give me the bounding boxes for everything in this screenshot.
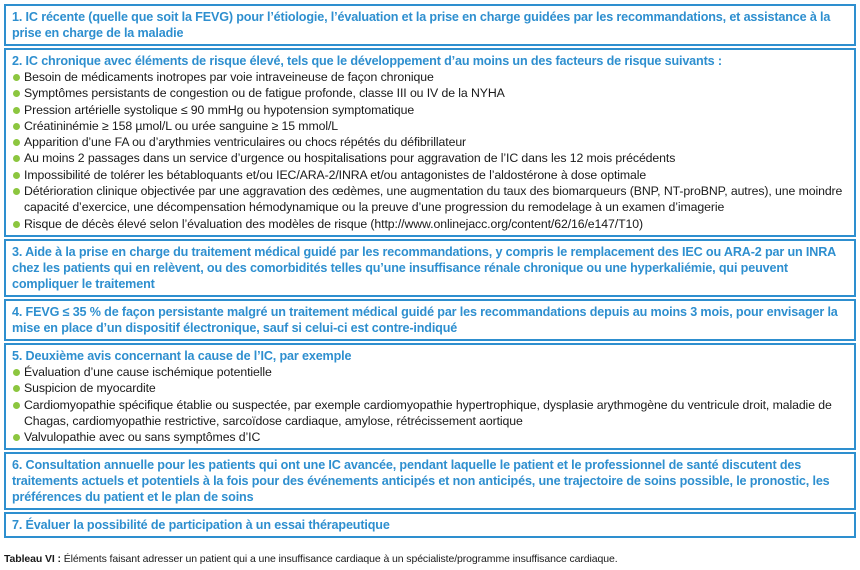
bullet-dot-icon — [13, 90, 20, 97]
bullet-dot-icon — [13, 385, 20, 392]
section-title: 1. IC récente (quelle que soit la FEVG) pour l’étiologie, l’évaluation et la prise en charge guidées par les recommandations, et assistance à la prise en charge de la maladie — [12, 10, 831, 40]
criteria-item — [12, 429, 848, 445]
criteria-item — [12, 118, 848, 134]
bullet-dot-icon — [13, 434, 20, 441]
criteria-item — [12, 150, 848, 166]
criteria-list — [12, 69, 848, 232]
criteria-item-text: Risque de décès élevé selon l’évaluation des modèles de risque (http://www.onlinejacc.org/content/62/16/e147/T10) — [24, 216, 643, 231]
bullet-dot-icon — [13, 139, 20, 146]
criteria-item-text: Apparition d’une FA ou d’arythmies ventriculaires ou chocs répétés du défibrillateur — [24, 135, 467, 150]
section-title: 6. Consultation annuelle pour les patients qui ont une IC avancée, pendant laquelle le patient et le professionnel de santé discutent des traitements actuels et potentiels à la fois pour des événements anticipés et non anticipés, une trajectoire de soins possible, le pronostic, les préférences du patient et le plan de soins — [12, 458, 830, 505]
criteria-section-6 — [4, 452, 856, 510]
criteria-item — [12, 183, 848, 216]
criteria-item — [12, 85, 848, 101]
criteria-item-text: Suspicion de myocardite — [24, 381, 156, 396]
criteria-section-7 — [4, 512, 856, 538]
criteria-item-text: Valvulopathie avec ou sans symptômes d’IC — [24, 430, 261, 445]
criteria-item — [12, 216, 848, 232]
bullet-dot-icon — [13, 402, 20, 409]
criteria-item-text: Au moins 2 passages dans un service d’urgence ou hospitalisations pour aggravation de l’IC dans les 12 mois précédents — [24, 151, 676, 166]
bullet-dot-icon — [13, 221, 20, 228]
criteria-item — [12, 397, 848, 430]
section-title: 7. Évaluer la possibilité de participation à un essai thérapeutique — [12, 518, 390, 533]
criteria-item — [12, 102, 848, 118]
criteria-section-5 — [4, 343, 856, 450]
bullet-dot-icon — [13, 172, 20, 179]
table-caption-label: Tableau VI : — [4, 553, 61, 565]
bullet-dot-icon — [13, 74, 20, 81]
criteria-item-text: Détérioration clinique objectivée par une aggravation des œdèmes, une augmentation du taux des biomarqueurs (BNP, NT-proBNP, autres), une moindre capacité d’exercice, une décompensation hémodynamique ou la preuve d’une progression du remodelage à un examen d’imagerie — [24, 184, 843, 215]
criteria-section-4 — [4, 299, 856, 341]
criteria-section-1 — [4, 4, 856, 46]
criteria-item — [12, 134, 848, 150]
criteria-item-text: Impossibilité de tolérer les bétabloquants et/ou IEC/ARA-2/INRA et/ou antagonistes de l’aldostérone à dose optimale — [24, 167, 647, 182]
section-title: 4. FEVG ≤ 35 % de façon persistante malgré un traitement médical guidé par les recommandations depuis au moins 3 mois, pour envisager la mise en place d’un dispositif électronique, sauf si celui-ci est contre-indiqué — [12, 304, 838, 335]
criteria-item-text: Cardiomyopathie spécifique établie ou suspectée, par exemple cardiomyopathie hypertrophique, dysplasie arythmogène du ventricule droit, maladie de Chagas, cardiomyopathie restrictive, sarcoïdose cardiaque, amylose, rétrécissement aortique — [24, 397, 832, 428]
bullet-dot-icon — [13, 155, 20, 162]
criteria-item — [12, 364, 848, 380]
criteria-item-text: Pression artérielle systolique ≤ 90 mmHg ou hypotension symptomatique — [24, 102, 415, 117]
criteria-item-text: Créatininémie ≥ 158 µmol/L ou urée sanguine ≥ 15 mmol/L — [24, 118, 339, 133]
criteria-item — [12, 69, 848, 85]
criteria-item-text: Évaluation d’une cause ischémique potentielle — [24, 364, 272, 379]
table-caption-text: Éléments faisant adresser un patient qui a une insuffisance cardiaque à un spécialiste/programme insuffisance cardiaque. — [60, 553, 618, 565]
criteria-item-text: Besoin de médicaments inotropes par voie intraveineuse de façon chronique — [24, 70, 434, 84]
bullet-dot-icon — [13, 188, 20, 195]
criteria-list — [12, 364, 848, 445]
section-title: 3. Aide à la prise en charge du traitement médical guidé par les recommandations, y compris le remplacement des IEC ou ARA-2 par un INRA chez les patients qui en relèvent, ou des comorbidités telles qu’une insuffisance rénale chronique ou une hyperkaliémie, qui peuvent compliquer le traitement — [12, 244, 836, 291]
section-title: 2. IC chronique avec éléments de risque élevé, tels que le développement d’au moins un des facteurs de risque suivants : — [12, 54, 722, 68]
bullet-dot-icon — [13, 123, 20, 130]
referral-criteria-table — [4, 4, 856, 540]
criteria-item-text: Symptômes persistants de congestion ou de fatigue profonde, classe III ou IV de la NYHA — [24, 86, 505, 101]
bullet-dot-icon — [13, 107, 20, 114]
criteria-section-3 — [4, 239, 856, 297]
section-title: 5. Deuxième avis concernant la cause de l’IC, par exemple — [12, 348, 352, 363]
bullet-dot-icon — [13, 369, 20, 376]
table-caption — [4, 553, 618, 565]
criteria-section-2 — [4, 48, 856, 237]
criteria-item — [12, 380, 848, 396]
criteria-item — [12, 167, 848, 183]
